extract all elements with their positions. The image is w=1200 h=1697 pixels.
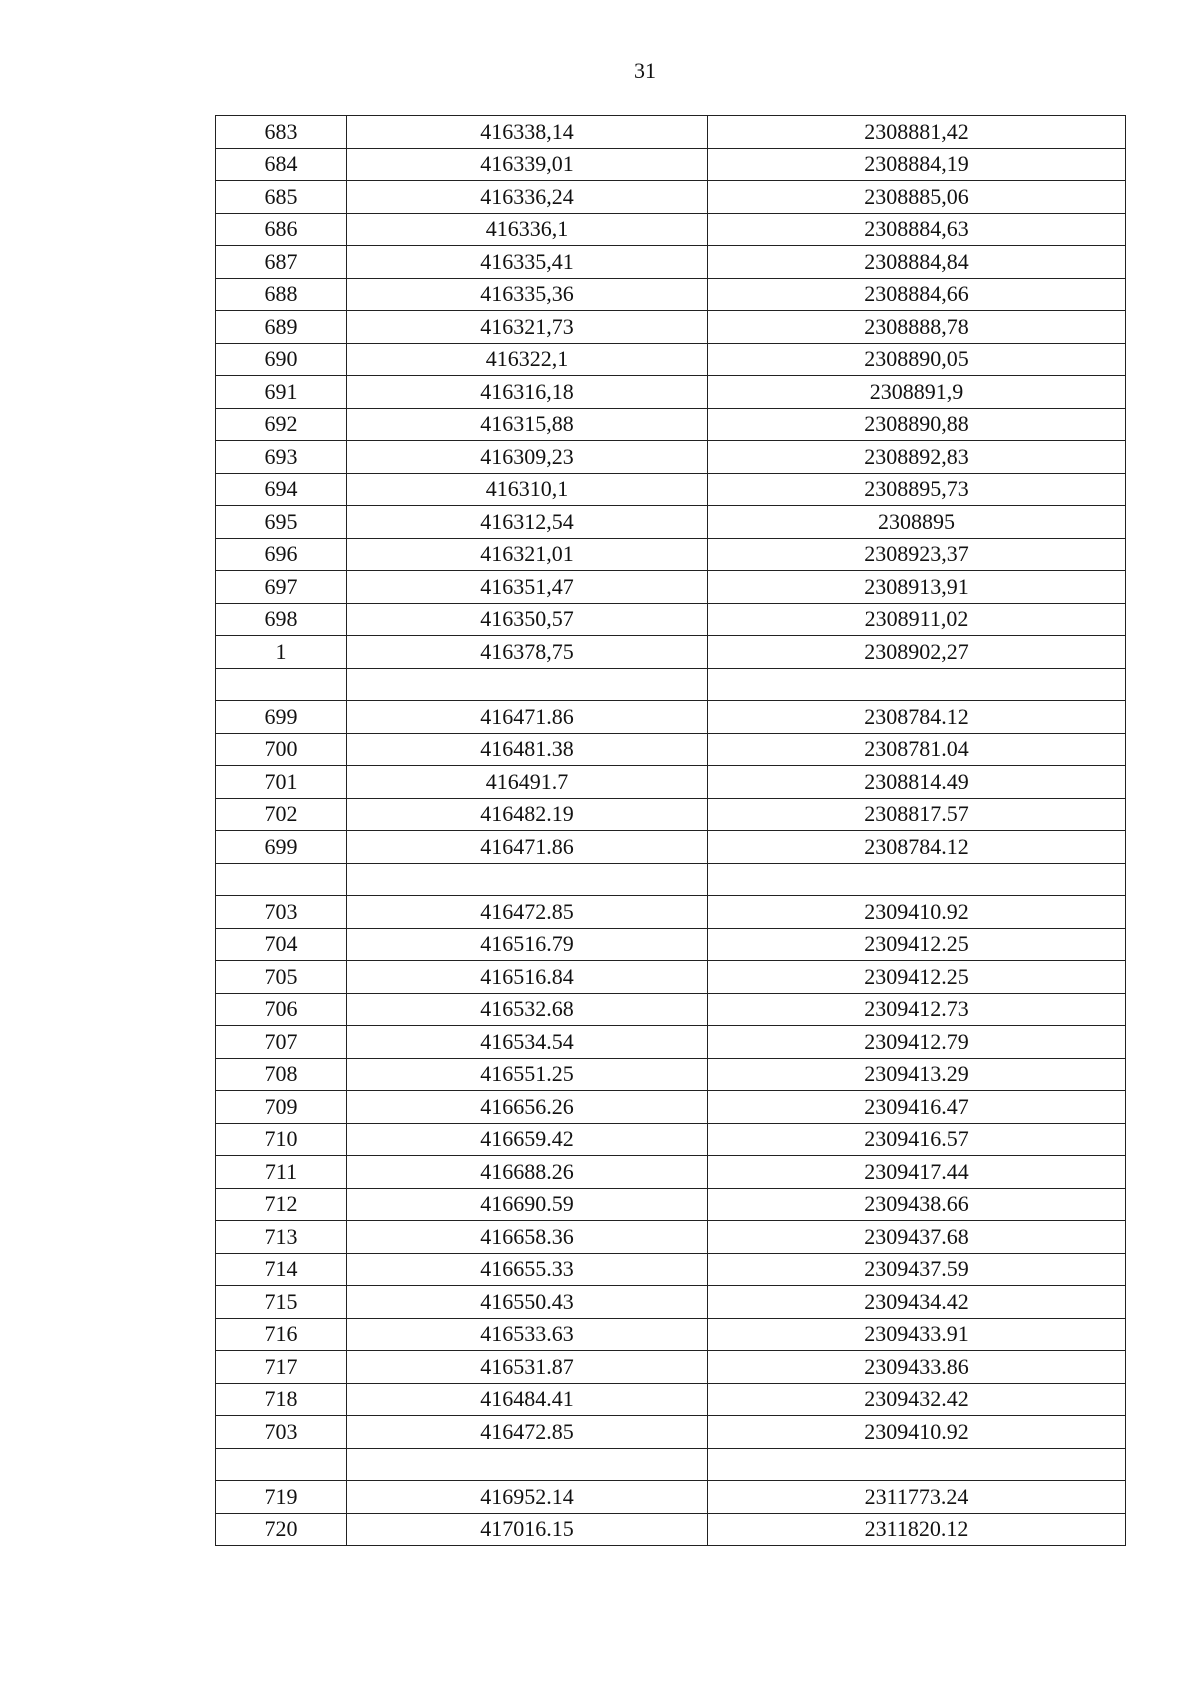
table-row [216, 1481, 1126, 1514]
y-coordinate-cell: 2309412.79 [708, 1026, 1126, 1059]
table-row [216, 213, 1126, 246]
table-row [216, 1383, 1126, 1416]
y-coordinate-cell: 2308888,78 [708, 311, 1126, 344]
x-coordinate-cell: 416952.14 [347, 1481, 708, 1514]
y-coordinate-cell: 2308911,02 [708, 603, 1126, 636]
point-number-cell: 686 [216, 213, 347, 246]
point-number-cell: 687 [216, 246, 347, 279]
point-number-cell: 684 [216, 148, 347, 181]
point-number-cell: 718 [216, 1383, 347, 1416]
table-row [216, 246, 1126, 279]
table-row [216, 311, 1126, 344]
x-coordinate-cell: 416550.43 [347, 1286, 708, 1319]
point-number-cell: 700 [216, 733, 347, 766]
point-number-cell: 1 [216, 636, 347, 669]
point-number-cell: 693 [216, 441, 347, 474]
x-coordinate-cell [347, 1448, 708, 1481]
table-row [216, 1188, 1126, 1221]
point-number-cell: 716 [216, 1318, 347, 1351]
point-number-cell: 690 [216, 343, 347, 376]
x-coordinate-cell: 416472.85 [347, 1416, 708, 1449]
table-row [216, 278, 1126, 311]
y-coordinate-cell [708, 668, 1126, 701]
table-row [216, 668, 1126, 701]
table-row [216, 571, 1126, 604]
table-row [216, 181, 1126, 214]
point-number-cell: 711 [216, 1156, 347, 1189]
coordinates-table [215, 115, 1126, 1546]
y-coordinate-cell: 2308890,05 [708, 343, 1126, 376]
x-coordinate-cell: 416656.26 [347, 1091, 708, 1124]
y-coordinate-cell: 2309410.92 [708, 896, 1126, 929]
table-row [216, 343, 1126, 376]
x-coordinate-cell: 416471.86 [347, 701, 708, 734]
x-coordinate-cell: 416322,1 [347, 343, 708, 376]
y-coordinate-cell: 2309433.86 [708, 1351, 1126, 1384]
y-coordinate-cell: 2309434.42 [708, 1286, 1126, 1319]
x-coordinate-cell: 416350,57 [347, 603, 708, 636]
y-coordinate-cell: 2309413.29 [708, 1058, 1126, 1091]
point-number-cell: 697 [216, 571, 347, 604]
x-coordinate-cell: 417016.15 [347, 1513, 708, 1546]
y-coordinate-cell: 2309432.42 [708, 1383, 1126, 1416]
y-coordinate-cell: 2308781.04 [708, 733, 1126, 766]
x-coordinate-cell: 416688.26 [347, 1156, 708, 1189]
y-coordinate-cell: 2309437.68 [708, 1221, 1126, 1254]
y-coordinate-cell: 2311820.12 [708, 1513, 1126, 1546]
point-number-cell: 720 [216, 1513, 347, 1546]
point-number-cell [216, 668, 347, 701]
point-number-cell: 698 [216, 603, 347, 636]
x-coordinate-cell: 416658.36 [347, 1221, 708, 1254]
y-coordinate-cell: 2308784.12 [708, 701, 1126, 734]
table-row [216, 1058, 1126, 1091]
x-coordinate-cell: 416312,54 [347, 506, 708, 539]
x-coordinate-cell: 416321,73 [347, 311, 708, 344]
x-coordinate-cell: 416516.79 [347, 928, 708, 961]
table-row [216, 1156, 1126, 1189]
x-coordinate-cell: 416655.33 [347, 1253, 708, 1286]
point-number-cell: 707 [216, 1026, 347, 1059]
x-coordinate-cell: 416378,75 [347, 636, 708, 669]
table-row [216, 1351, 1126, 1384]
y-coordinate-cell: 2308881,42 [708, 116, 1126, 149]
point-number-cell: 703 [216, 896, 347, 929]
point-number-cell: 717 [216, 1351, 347, 1384]
y-coordinate-cell: 2308814.49 [708, 766, 1126, 799]
table-row [216, 798, 1126, 831]
point-number-cell: 701 [216, 766, 347, 799]
table-row [216, 1318, 1126, 1351]
y-coordinate-cell: 2308913,91 [708, 571, 1126, 604]
y-coordinate-cell: 2309437.59 [708, 1253, 1126, 1286]
y-coordinate-cell: 2308895,73 [708, 473, 1126, 506]
table-row [216, 603, 1126, 636]
x-coordinate-cell: 416336,1 [347, 213, 708, 246]
y-coordinate-cell: 2309416.57 [708, 1123, 1126, 1156]
x-coordinate-cell: 416532.68 [347, 993, 708, 1026]
table-row [216, 1513, 1126, 1546]
x-coordinate-cell: 416336,24 [347, 181, 708, 214]
point-number-cell: 691 [216, 376, 347, 409]
y-coordinate-cell: 2308884,63 [708, 213, 1126, 246]
y-coordinate-cell: 2309412.25 [708, 961, 1126, 994]
table-row [216, 506, 1126, 539]
x-coordinate-cell: 416690.59 [347, 1188, 708, 1221]
x-coordinate-cell: 416339,01 [347, 148, 708, 181]
point-number-cell: 685 [216, 181, 347, 214]
y-coordinate-cell: 2308890,88 [708, 408, 1126, 441]
x-coordinate-cell: 416659.42 [347, 1123, 708, 1156]
point-number-cell: 712 [216, 1188, 347, 1221]
x-coordinate-cell: 416309,23 [347, 441, 708, 474]
x-coordinate-cell: 416482.19 [347, 798, 708, 831]
point-number-cell: 688 [216, 278, 347, 311]
x-coordinate-cell: 416484.41 [347, 1383, 708, 1416]
x-coordinate-cell: 416531.87 [347, 1351, 708, 1384]
y-coordinate-cell: 2308892,83 [708, 441, 1126, 474]
table-row [216, 1221, 1126, 1254]
point-number-cell: 709 [216, 1091, 347, 1124]
table-row [216, 1091, 1126, 1124]
table-row [216, 1448, 1126, 1481]
point-number-cell: 715 [216, 1286, 347, 1319]
point-number-cell: 689 [216, 311, 347, 344]
x-coordinate-cell: 416310,1 [347, 473, 708, 506]
point-number-cell: 705 [216, 961, 347, 994]
x-coordinate-cell: 416472.85 [347, 896, 708, 929]
x-coordinate-cell: 416551.25 [347, 1058, 708, 1091]
x-coordinate-cell: 416533.63 [347, 1318, 708, 1351]
table-row [216, 376, 1126, 409]
table-row [216, 928, 1126, 961]
point-number-cell: 694 [216, 473, 347, 506]
point-number-cell: 706 [216, 993, 347, 1026]
y-coordinate-cell: 2309438.66 [708, 1188, 1126, 1221]
table-row [216, 993, 1126, 1026]
y-coordinate-cell: 2309433.91 [708, 1318, 1126, 1351]
table-row [216, 1123, 1126, 1156]
table-row [216, 863, 1126, 896]
point-number-cell: 702 [216, 798, 347, 831]
point-number-cell: 708 [216, 1058, 347, 1091]
x-coordinate-cell: 416321,01 [347, 538, 708, 571]
point-number-cell [216, 863, 347, 896]
y-coordinate-cell: 2308891,9 [708, 376, 1126, 409]
point-number-cell: 713 [216, 1221, 347, 1254]
x-coordinate-cell: 416338,14 [347, 116, 708, 149]
point-number-cell: 696 [216, 538, 347, 571]
table-row [216, 538, 1126, 571]
coordinates-table-body [216, 116, 1126, 1546]
table-row [216, 408, 1126, 441]
y-coordinate-cell: 2309412.25 [708, 928, 1126, 961]
y-coordinate-cell: 2309416.47 [708, 1091, 1126, 1124]
point-number-cell: 710 [216, 1123, 347, 1156]
x-coordinate-cell: 416315,88 [347, 408, 708, 441]
point-number-cell: 683 [216, 116, 347, 149]
table-row [216, 733, 1126, 766]
table-row [216, 1026, 1126, 1059]
x-coordinate-cell: 416335,41 [347, 246, 708, 279]
x-coordinate-cell: 416351,47 [347, 571, 708, 604]
x-coordinate-cell [347, 863, 708, 896]
y-coordinate-cell: 2308885,06 [708, 181, 1126, 214]
page-number: 31 [634, 58, 656, 83]
table-row [216, 831, 1126, 864]
point-number-cell [216, 1448, 347, 1481]
x-coordinate-cell: 416491.7 [347, 766, 708, 799]
y-coordinate-cell: 2309410.92 [708, 1416, 1126, 1449]
table-row [216, 701, 1126, 734]
table-row [216, 441, 1126, 474]
point-number-cell: 699 [216, 831, 347, 864]
table-row [216, 148, 1126, 181]
y-coordinate-cell: 2308817.57 [708, 798, 1126, 831]
y-coordinate-cell: 2309417.44 [708, 1156, 1126, 1189]
x-coordinate-cell [347, 668, 708, 701]
y-coordinate-cell: 2309412.73 [708, 993, 1126, 1026]
point-number-cell: 692 [216, 408, 347, 441]
y-coordinate-cell: 2308784.12 [708, 831, 1126, 864]
x-coordinate-cell: 416335,36 [347, 278, 708, 311]
y-coordinate-cell [708, 1448, 1126, 1481]
table-row [216, 1253, 1126, 1286]
point-number-cell: 704 [216, 928, 347, 961]
point-number-cell: 703 [216, 1416, 347, 1449]
y-coordinate-cell: 2308884,84 [708, 246, 1126, 279]
point-number-cell: 719 [216, 1481, 347, 1514]
table-row [216, 1416, 1126, 1449]
point-number-cell: 695 [216, 506, 347, 539]
table-row [216, 116, 1126, 149]
point-number-cell: 699 [216, 701, 347, 734]
x-coordinate-cell: 416471.86 [347, 831, 708, 864]
table-row [216, 766, 1126, 799]
y-coordinate-cell: 2308902,27 [708, 636, 1126, 669]
x-coordinate-cell: 416316,18 [347, 376, 708, 409]
y-coordinate-cell: 2308895 [708, 506, 1126, 539]
x-coordinate-cell: 416481.38 [347, 733, 708, 766]
x-coordinate-cell: 416534.54 [347, 1026, 708, 1059]
y-coordinate-cell: 2308884,66 [708, 278, 1126, 311]
table-row [216, 896, 1126, 929]
table-row [216, 636, 1126, 669]
table-row [216, 473, 1126, 506]
table-row [216, 1286, 1126, 1319]
table-row [216, 961, 1126, 994]
y-coordinate-cell: 2308923,37 [708, 538, 1126, 571]
y-coordinate-cell: 2308884,19 [708, 148, 1126, 181]
y-coordinate-cell: 2311773.24 [708, 1481, 1126, 1514]
x-coordinate-cell: 416516.84 [347, 961, 708, 994]
y-coordinate-cell [708, 863, 1126, 896]
point-number-cell: 714 [216, 1253, 347, 1286]
